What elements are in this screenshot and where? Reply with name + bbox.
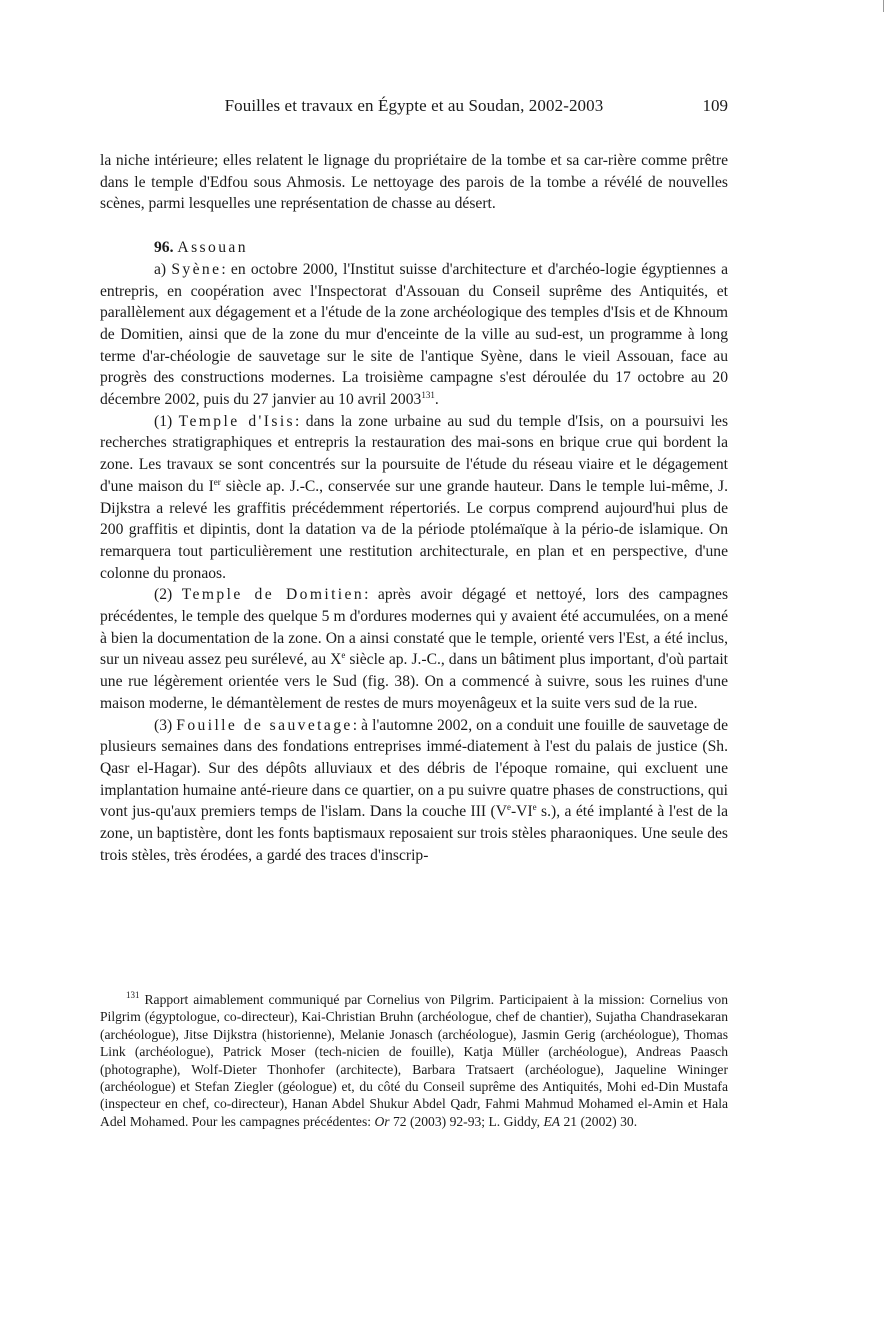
- item-label: (1): [154, 412, 173, 430]
- paragraph-text: siècle ap. J.-C., dans un bâtiment plus important, d'où partait une rue légèrement orientée vers le Sud (fig. 38). On a commencé à suivre, sous les ruines d'une maison moderne, le démantèlement de restes de murs moyenâgeux et la suite vers sud de la rue.: [100, 651, 728, 712]
- superscript: e: [341, 650, 346, 661]
- paragraph-text: : dans la zone urbaine au sud du temple d'Isis, on a poursuivi les recherches stratigraphiques et entrepris la restauration des mai-sons en brique crue qui bordent la zone. Les travaux se sont concentrés sur la poursuite de l'étude du réseau viaire et le dégagement d'une maison du I: [100, 412, 729, 495]
- paragraph-temple-domitien: [100, 584, 728, 714]
- running-header: [100, 96, 728, 122]
- footnote-131: [100, 991, 728, 1130]
- item-title: Temple d'Isis: [178, 412, 296, 430]
- journal-abbreviation: EA: [543, 1113, 561, 1129]
- item-title: Fouille de sauvetage: [176, 716, 353, 734]
- item-label: (3): [154, 716, 173, 734]
- section-heading: [100, 237, 728, 259]
- paragraph-continuation: la niche intérieure; elles relatent le lignage du propriétaire de la tombe et sa car-rière comme prêtre dans le temple d'Edfou sous Ahmosis. Le nettoyage des parois de la tombe a révélé de nouvelles scènes, parmi lesquelles une représentation de chasse au désert.: [100, 152, 728, 213]
- running-title: Fouilles et travaux en Égypte et au Soudan, 2002-2003: [224, 96, 604, 115]
- journal-abbreviation: Or: [374, 1113, 390, 1129]
- paragraph-text: -VI: [510, 803, 533, 821]
- item-title: Temple de Domitien: [181, 586, 365, 604]
- subsection-title: Syène: [171, 260, 222, 278]
- footnote-text: 21 (2002) 30.: [560, 1113, 638, 1129]
- superscript: e: [506, 802, 511, 813]
- footnote-reference: 131: [421, 390, 435, 401]
- paragraph-syene: [100, 259, 728, 411]
- footnote-text: Rapport aimablement communiqué par Cornelius von Pilgrim. Participaient à la mission: Cornelius von Pilgrim (égyptologue, co-directeur), Kai-Christian Bruhn (archéologue, chef de chantier), Sujatha Chandrasekaran (archéologue), Jitse Dijkstra (historienne), Melanie Jonasch (archéologue), Jasmin Gerig (archéologue), Thomas Link (archéologue), Patrick Moser (tech-nicien de fouille), Katja Müller (archéologue), Andreas Paasch (photographe), Wolf-Dieter Thonhofer (architecte), Barbara Tratsaert (archéologue), Jaqueline Wininger (archéologue) et Stefan Ziegler (géologue) et, du côté du Conseil suprême des Antiquités, Mohi ed-Din Mustafa (inspecteur en chef, co-directeur), Hanan Abdel Shukur Abdel Qadr, Fahmi Mahmud Mohamed el-Amin et Hala Adel Mohamed. Pour les campagnes précédentes:: [100, 992, 728, 1129]
- paragraph-text: : à l'automne 2002, on a conduit une fouille de sauvetage de plusieurs semaines dans des fondations entreprises immé-diatement à l'est du palais de justice (Sh. Qasr el-Hagar). Sur des dépôts alluviaux et des débris de l'époque romaine, qui excluent une implantation humaine anté-rieure dans ce quartier, on a pu suivre quatre phases de constructions, qui vont jus-qu'aux premiers temps de l'islam. Dans la couche III (V: [100, 716, 728, 821]
- item-label: (2): [154, 586, 173, 604]
- main-text: [100, 150, 728, 867]
- paragraph-fouille-sauvetage: [100, 715, 728, 867]
- footnote: [100, 991, 728, 1130]
- footnote-number: 131: [126, 990, 140, 1000]
- punctuation: .: [434, 391, 439, 409]
- superscript: e: [532, 802, 537, 813]
- paragraph-text: s.), a été implanté à l'est de la zone, un baptistère, dont les fonts baptismaux reposaient sur trois stèles pharaoniques. Une seule des trois stèles, très érodées, a gardé des traces d'inscrip-: [100, 803, 728, 864]
- superscript: er: [213, 476, 221, 487]
- footnote-text: 72 (2003) 92-93; L. Giddy,: [389, 1113, 544, 1129]
- page-edge-mark: [883, 0, 892, 12]
- paragraph-text: siècle ap. J.-C., conservée sur une grande hauteur. Dans le temple lui-même, J. Dijkstra a relevé les graffitis précédemment répertoriés. Le corpus comprend aujourd'hui plus de 200 graffitis et dipintis, dont la datation va de la période ptolémaïque à la pério-de islamique. On remarquera tout particulièrement une restitution architecturale, en plan et en perspective, d'une colonne du pronaos.: [100, 477, 728, 582]
- section-number: 96.: [154, 239, 174, 257]
- paragraph-text: : en octobre 2000, l'Institut suisse d'architecture et d'archéo-logie égyptiennes a entrepris, en coopération avec l'Inspectorat d'Assouan du Conseil suprême des Antiquités, et parallèlement aux dégagement et a l'étude de la zone archéologique des temples d'Isis et de Khnoum de Domitien, ainsi que de la zone du mur d'enceinte de la ville au sud-est, un programme à long terme d'ar-chéologie de sauvetage sur le site de l'antique Syène, dans le vieil Assouan, face au progrès des constructions modernes. La troisième campagne s'est déroulée du 17 octobre au 20 décembre 2002, puis du 27 janvier au 10 avril 2003: [100, 260, 729, 409]
- paragraph-temple-isis: [100, 411, 728, 585]
- page-number: 109: [702, 96, 728, 115]
- section-title: Assouan: [177, 239, 248, 257]
- paragraph-text: : après avoir dégagé et nettoyé, lors des campagnes précédentes, le temple des quelque 5 m d'ordures modernes qui y avaient été accumulées, on a mené à bien la documentation de la zone. On a ainsi constaté que le temple, orienté vers l'Est, a été inclus, sur un niveau assez peu surélevé, au X: [100, 586, 729, 669]
- subsection-label: a): [154, 260, 167, 278]
